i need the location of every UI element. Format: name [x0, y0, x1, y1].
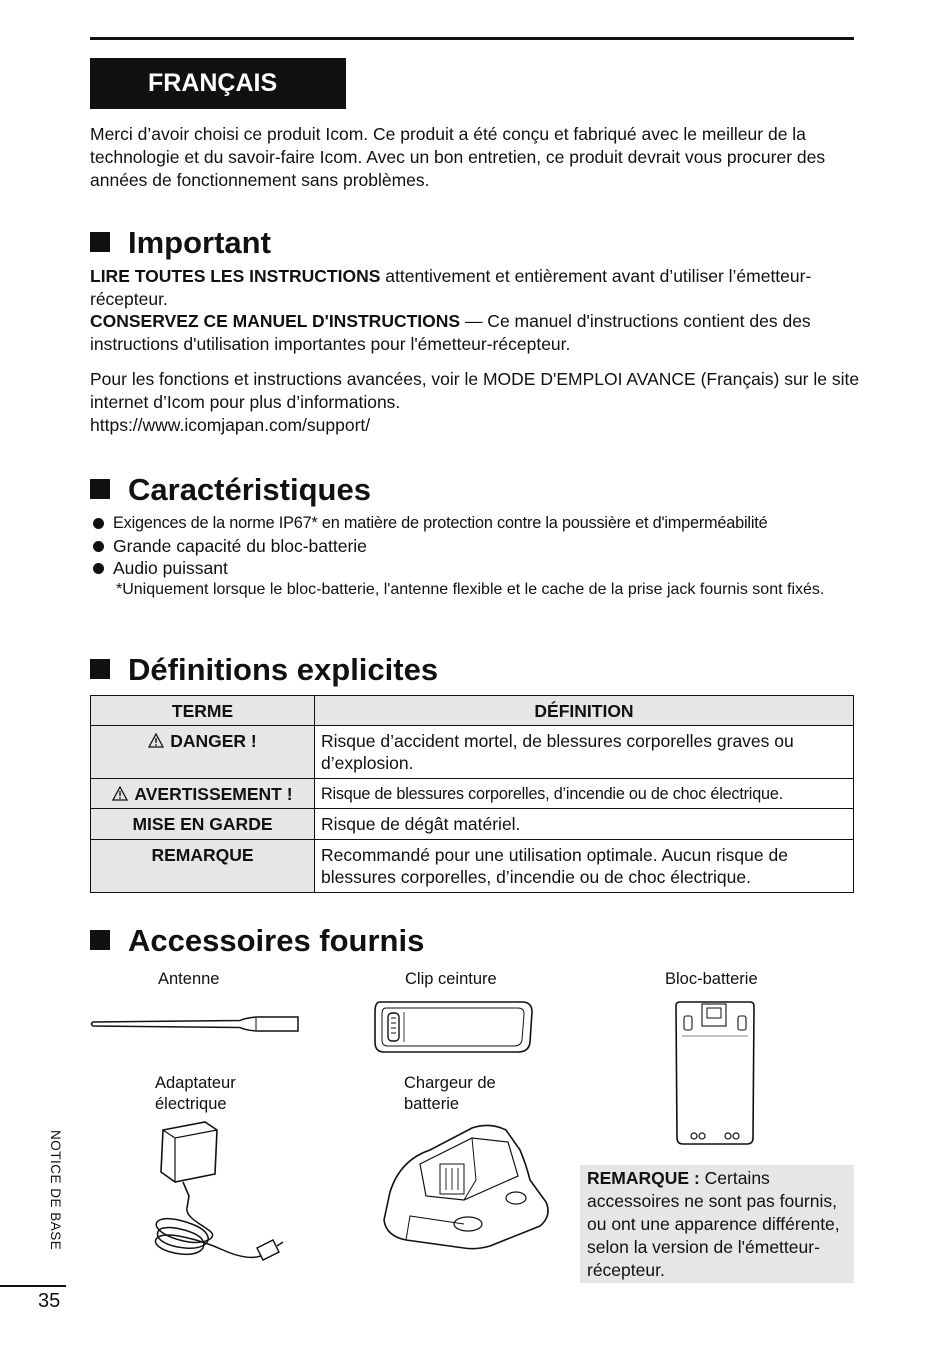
definitions-heading-text: Définitions explicites [128, 652, 439, 687]
note-label: REMARQUE : [587, 1168, 700, 1188]
page-number-rule [0, 1285, 66, 1287]
square-bullet-icon [90, 479, 110, 499]
adapter-label-line2: électrique [155, 1095, 227, 1113]
term-cell [91, 778, 315, 809]
term-cell: REMARQUE [91, 839, 315, 892]
keep-manual-bold: CONSERVEZ CE MANUEL D'INSTRUCTIONS [90, 311, 461, 331]
adapter-label [155, 1073, 236, 1115]
important-keep-manual [90, 310, 860, 356]
antenna-label: Antenne [158, 970, 220, 988]
charger-label-line1: Chargeur de [404, 1074, 496, 1092]
read-instructions-bold: LIRE TOUTES LES INSTRUCTIONS [90, 266, 381, 286]
square-bullet-icon [90, 232, 110, 252]
important-heading [90, 225, 271, 261]
column-header-definition: DÉFINITION [315, 696, 854, 726]
table-row [91, 778, 854, 809]
features-footnote: *Uniquement lorsque le bloc-batterie, l'antenne flexible et le cache de la prise jack fournis sont fixés. [116, 581, 825, 598]
ac-adapter-illustration [145, 1118, 285, 1278]
definitions-table [90, 695, 854, 893]
term-cell: MISE EN GARDE [91, 809, 315, 840]
side-section-label: NOTICE DE BASE [48, 1130, 63, 1251]
adapter-label-line1: Adaptateur [155, 1074, 236, 1092]
belt-clip-label: Clip ceinture [405, 970, 497, 988]
antenna-illustration [90, 1012, 302, 1036]
table-header-row [91, 696, 854, 726]
term-text: AVERTISSEMENT ! [134, 783, 293, 804]
intro-paragraph: Merci d’avoir choisi ce produit Icom. Ce produit a été conçu et fabriqué avec le meilleur de la technologie et du savoir-faire Icom. Avec un bon entretien, ce produit devrait vous procurer des années de fonctionnement sans problèmes. [90, 124, 826, 190]
definition-cell: Risque d’accident mortel, de blessures corporelles graves ou d’explosion. [315, 725, 854, 778]
term-cell [91, 725, 315, 778]
note-text: Certains accessoires ne sont pas fournis, ou ont une apparence différente, selon la version de l'émetteur-récepteur. [587, 1168, 840, 1280]
table-row [91, 839, 854, 892]
page-number: 35 [38, 1290, 61, 1312]
term-text: DANGER ! [170, 730, 257, 751]
belt-clip-illustration [372, 998, 536, 1056]
definitions-heading [90, 652, 438, 688]
language-label: FRANÇAIS [90, 58, 346, 109]
accessories-heading-text: Accessoires fournis [128, 923, 425, 958]
square-bullet-icon [90, 930, 110, 950]
battery-pack-illustration [670, 998, 760, 1148]
list-item: Grande capacité du bloc-batterie [90, 535, 870, 558]
keep-manual-text: — Ce manuel d'instructions contient des des instructions d'utilisation importantes pour l'émetteur-récepteur. [90, 311, 811, 354]
square-bullet-icon [90, 659, 110, 679]
battery-charger-illustration [380, 1120, 552, 1252]
important-heading-text: Important [128, 225, 271, 260]
list-item: Exigences de la norme IP67* en matière de protection contre la poussière et d'imperméabilité [90, 512, 870, 535]
charger-label-line2: batterie [404, 1095, 460, 1113]
definition-cell: Risque de blessures corporelles, d’incendie ou de choc électrique. [315, 778, 854, 809]
warning-triangle-icon [112, 786, 128, 801]
features-heading [90, 472, 371, 508]
features-heading-text: Caractéristiques [128, 472, 371, 507]
top-rule [90, 37, 854, 40]
battery-label: Bloc-batterie [665, 970, 758, 988]
accessories-heading [90, 923, 424, 959]
table-row [91, 809, 854, 840]
definition-cell: Recommandé pour une utilisation optimale. Aucun risque de blessures corporelles, d’incendie ou de choc électrique. [315, 839, 854, 892]
warning-triangle-icon [148, 733, 164, 748]
column-header-term: TERME [91, 696, 315, 726]
read-instructions-text: attentivement et entièrement avant d’utiliser l’émetteur-récepteur. [90, 266, 812, 309]
table-row [91, 725, 854, 778]
definition-cell: Risque de dégât matériel. [315, 809, 854, 840]
important-read-instructions [90, 265, 860, 311]
accessories-note [580, 1165, 854, 1283]
support-url: https://www.icomjapan.com/support/ [90, 415, 371, 435]
charger-label [404, 1073, 496, 1115]
features-list [90, 512, 870, 580]
list-item: Audio puissant [90, 557, 870, 580]
advanced-manual-paragraph: Pour les fonctions et instructions avancées, voir le MODE D'EMPLOI AVANCE (Français) sur le site internet d’Icom pour plus d’informations. [90, 369, 860, 412]
